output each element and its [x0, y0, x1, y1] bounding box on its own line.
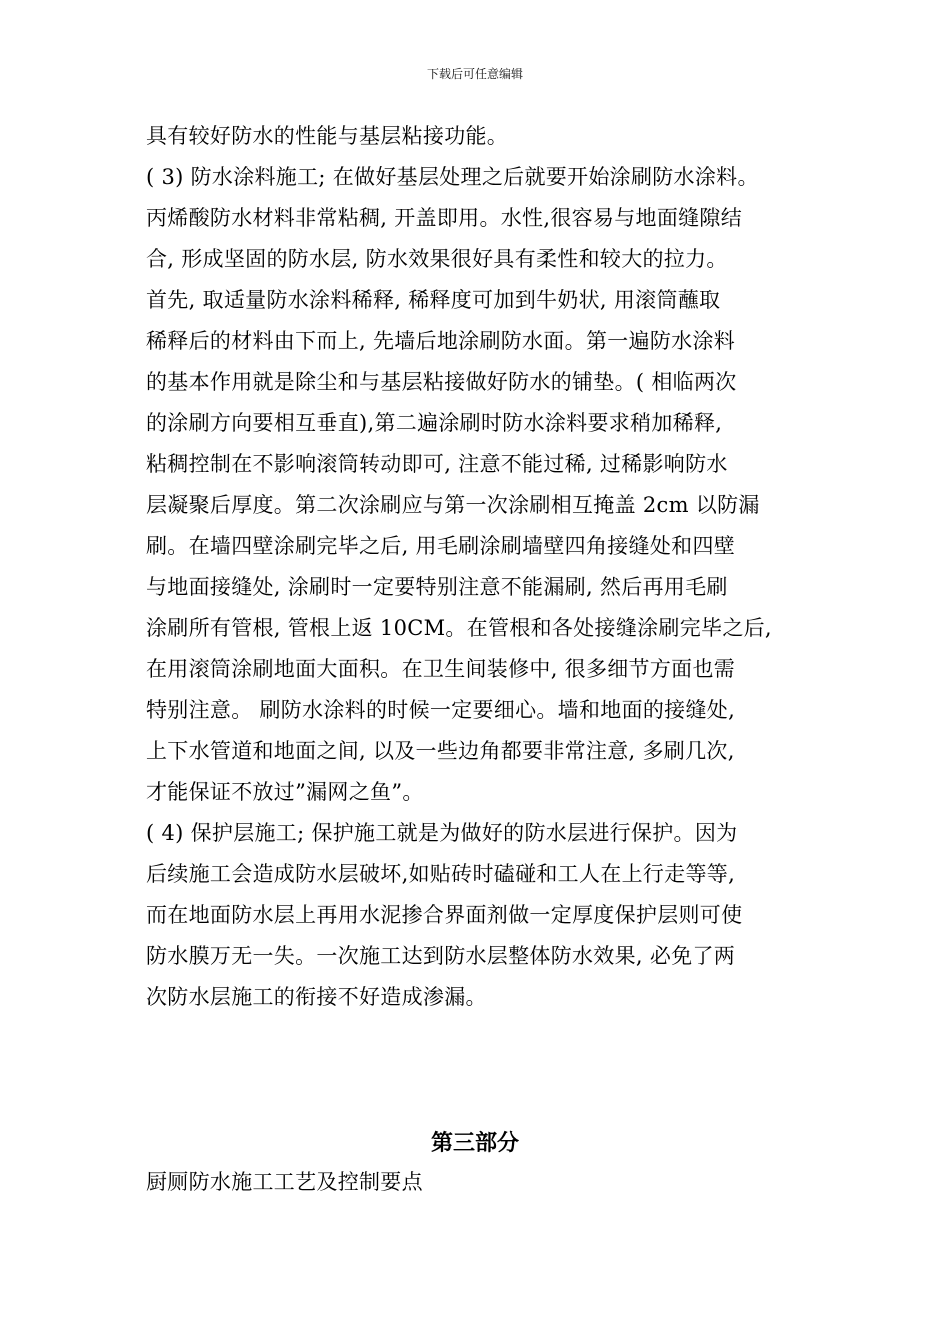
- section-heading: 第三部分: [430, 1130, 519, 1156]
- text-line: 合, 形成坚固的防水层, 防水效果很好具有柔性和较大的拉力。: [146, 247, 728, 271]
- text-line: 才能保证不放过”漏网之鱼”。: [146, 780, 424, 804]
- text-line: 刷。在墙四壁涂刷完毕之后, 用毛刷涂刷墙壁四角接缝处和四壁: [146, 534, 736, 558]
- text-line: 后续施工会造成防水层破坏,如贴砖时磕碰和工人在上行走等等,: [146, 862, 736, 886]
- text-line: 的基本作用就是除尘和与基层粘接做好防水的铺垫。( 相临两次: [146, 370, 737, 394]
- text-line: ( 4) 保护层施工; 保护施工就是为做好的防水层进行保护。因为: [146, 821, 738, 845]
- text-line: 次防水层施工的衔接不好造成渗漏。: [146, 985, 487, 1009]
- section-subheading: 厨厕防水施工工艺及控制要点: [146, 1170, 423, 1194]
- page-header-note: 下载后可任意编辑: [426, 67, 523, 81]
- text-line: 特别注意。 刷防水涂料的时候一定要细心。墙和地面的接缝处,: [146, 698, 736, 722]
- text-line: 而在地面防水层上再用水泥掺合界面剂做一定厚度保护层则可使: [146, 903, 743, 927]
- text-line: 稀释后的材料由下而上, 先墙后地涂刷防水面。第一遍防水涂料: [146, 329, 736, 353]
- text-line: 在用滚筒涂刷地面大面积。在卫生间装修中, 很多细节方面也需: [146, 657, 736, 681]
- text-line: 上下水管道和地面之间, 以及一些边角都要非常注意, 多刷几次,: [146, 739, 735, 763]
- text-line: 的涂刷方向要相互垂直),第二遍涂刷时防水涂料要求稍加稀释,: [146, 411, 723, 435]
- text-line: 丙烯酸防水材料非常粘稠, 开盖即用。水性,很容易与地面缝隙结: [146, 206, 743, 230]
- text-line: ( 3) 防水涂料施工; 在做好基层处理之后就要开始涂刷防水涂料。: [146, 165, 759, 189]
- text-line: 首先, 取适量防水涂料稀释, 稀释度可加到牛奶状, 用滚筒蘸取: [146, 288, 721, 312]
- body-text: [146, 116, 826, 1018]
- text-line: 粘稠控制在不影响滚筒转动即可, 注意不能过稀, 过稀影响防水: [146, 452, 728, 476]
- text-line: 防水膜万无一失。一次施工达到防水层整体防水效果, 必免了两: [146, 944, 736, 968]
- text-line: 与地面接缝处, 涂刷时一定要特别注意不能漏刷, 然后再用毛刷: [146, 575, 728, 599]
- text-line: 层凝聚后厚度。第二次涂刷应与第一次涂刷相互掩盖 2cm 以防漏: [146, 493, 760, 517]
- text-line: 具有较好防水的性能与基层粘接功能。: [146, 124, 509, 148]
- text-line: 涂刷所有管根, 管根上返 10CM。在管根和各处接缝涂刷完毕之后,: [146, 616, 772, 640]
